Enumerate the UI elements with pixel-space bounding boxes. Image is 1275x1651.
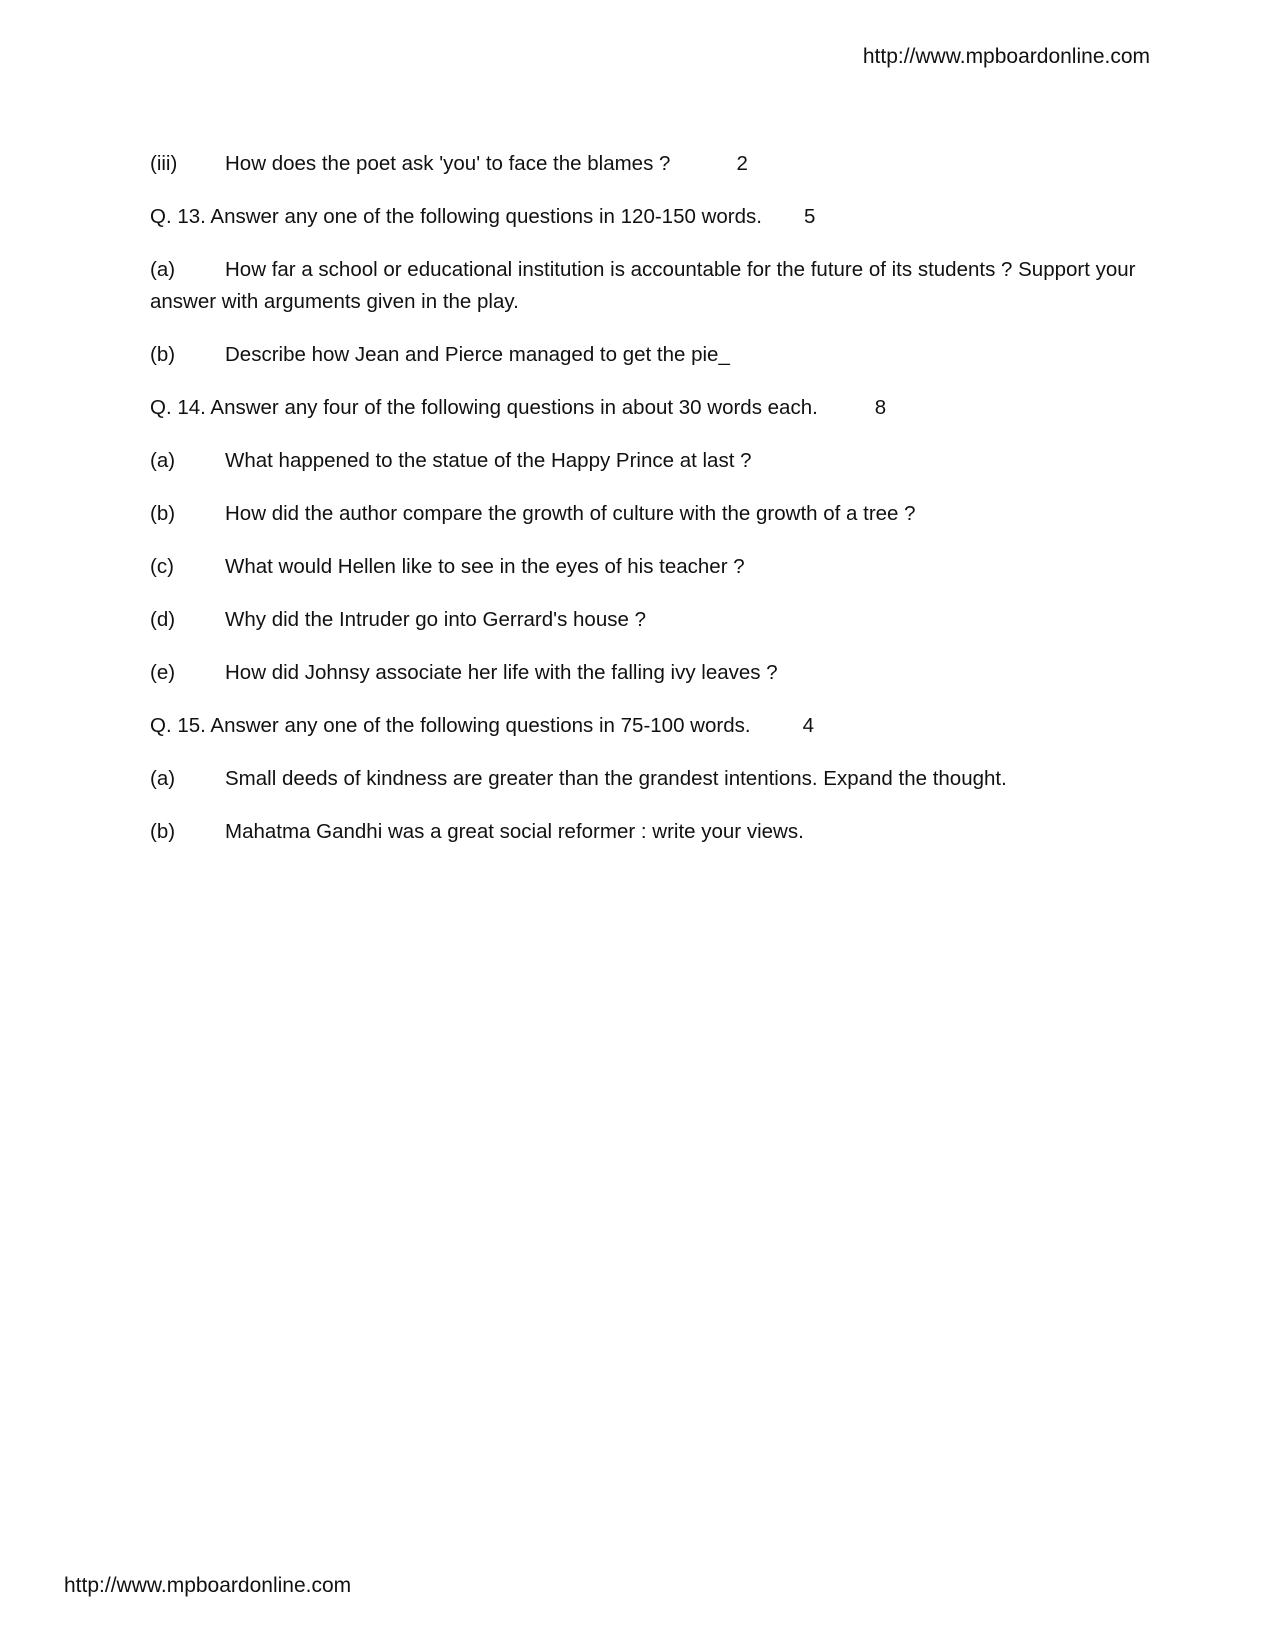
question-text: Mahatma Gandhi was a great social reformer : write your views. bbox=[225, 820, 804, 843]
question-15-heading bbox=[150, 710, 1140, 742]
question-heading: Q. 14. Answer any four of the following questions in about 30 words each. bbox=[150, 396, 818, 419]
question-label: (c) bbox=[150, 555, 174, 578]
question-14-c bbox=[150, 551, 1140, 583]
question-13-a bbox=[150, 254, 1140, 318]
question-text: Describe how Jean and Pierce managed to get the pie_ bbox=[225, 343, 730, 366]
question-label: (b) bbox=[150, 502, 176, 525]
question-content bbox=[150, 148, 1140, 869]
question-text: What would Hellen like to see in the eyes of his teacher ? bbox=[225, 555, 745, 578]
question-label: (d) bbox=[150, 608, 176, 631]
question-15-a bbox=[150, 763, 1140, 795]
question-13-b bbox=[150, 339, 1140, 371]
question-text: Small deeds of kindness are greater than the grandest intentions. Expand the thought. bbox=[225, 767, 1007, 790]
question-14-heading bbox=[150, 392, 1140, 424]
question-14-b bbox=[150, 498, 1140, 530]
question-text: How did the author compare the growth of culture with the growth of a tree ? bbox=[225, 502, 916, 525]
question-heading: Q. 15. Answer any one of the following questions in 75-100 words. bbox=[150, 714, 751, 737]
question-text: What happened to the statue of the Happy Prince at last ? bbox=[225, 449, 752, 472]
question-label: (a) bbox=[150, 449, 176, 472]
question-label: (a) bbox=[150, 767, 176, 790]
question-13-heading bbox=[150, 201, 1140, 233]
question-14-d bbox=[150, 604, 1140, 636]
question-marks: 4 bbox=[802, 714, 814, 737]
header-url: http://www.mpboardonline.com bbox=[862, 45, 1150, 68]
footer-url: http://www.mpboardonline.com bbox=[64, 1574, 352, 1597]
question-marks: 2 bbox=[736, 152, 748, 175]
question-14-e bbox=[150, 657, 1140, 689]
question-15-b bbox=[150, 816, 1140, 848]
question-heading: Q. 13. Answer any one of the following questions in 120-150 words. bbox=[150, 205, 762, 228]
question-text: How far a school or educational institution is accountable for the future of its students ? Support your answer with arguments given in the play. bbox=[150, 258, 1136, 313]
question-label: (b) bbox=[150, 343, 176, 366]
question-label: (iii) bbox=[150, 152, 178, 175]
question-marks: 5 bbox=[803, 205, 816, 228]
question-label: (b) bbox=[150, 820, 176, 843]
question-text: How did Johnsy associate her life with the falling ivy leaves ? bbox=[225, 661, 778, 684]
question-text: Why did the Intruder go into Gerrard's house ? bbox=[225, 608, 646, 631]
question-14-a bbox=[150, 445, 1140, 477]
question-label: (a) bbox=[150, 258, 176, 281]
question-text: How does the poet ask 'you' to face the blames ? bbox=[225, 152, 671, 175]
question-label: (e) bbox=[150, 661, 176, 684]
question-marks: 8 bbox=[874, 396, 887, 419]
question-12-iii bbox=[150, 148, 1140, 180]
